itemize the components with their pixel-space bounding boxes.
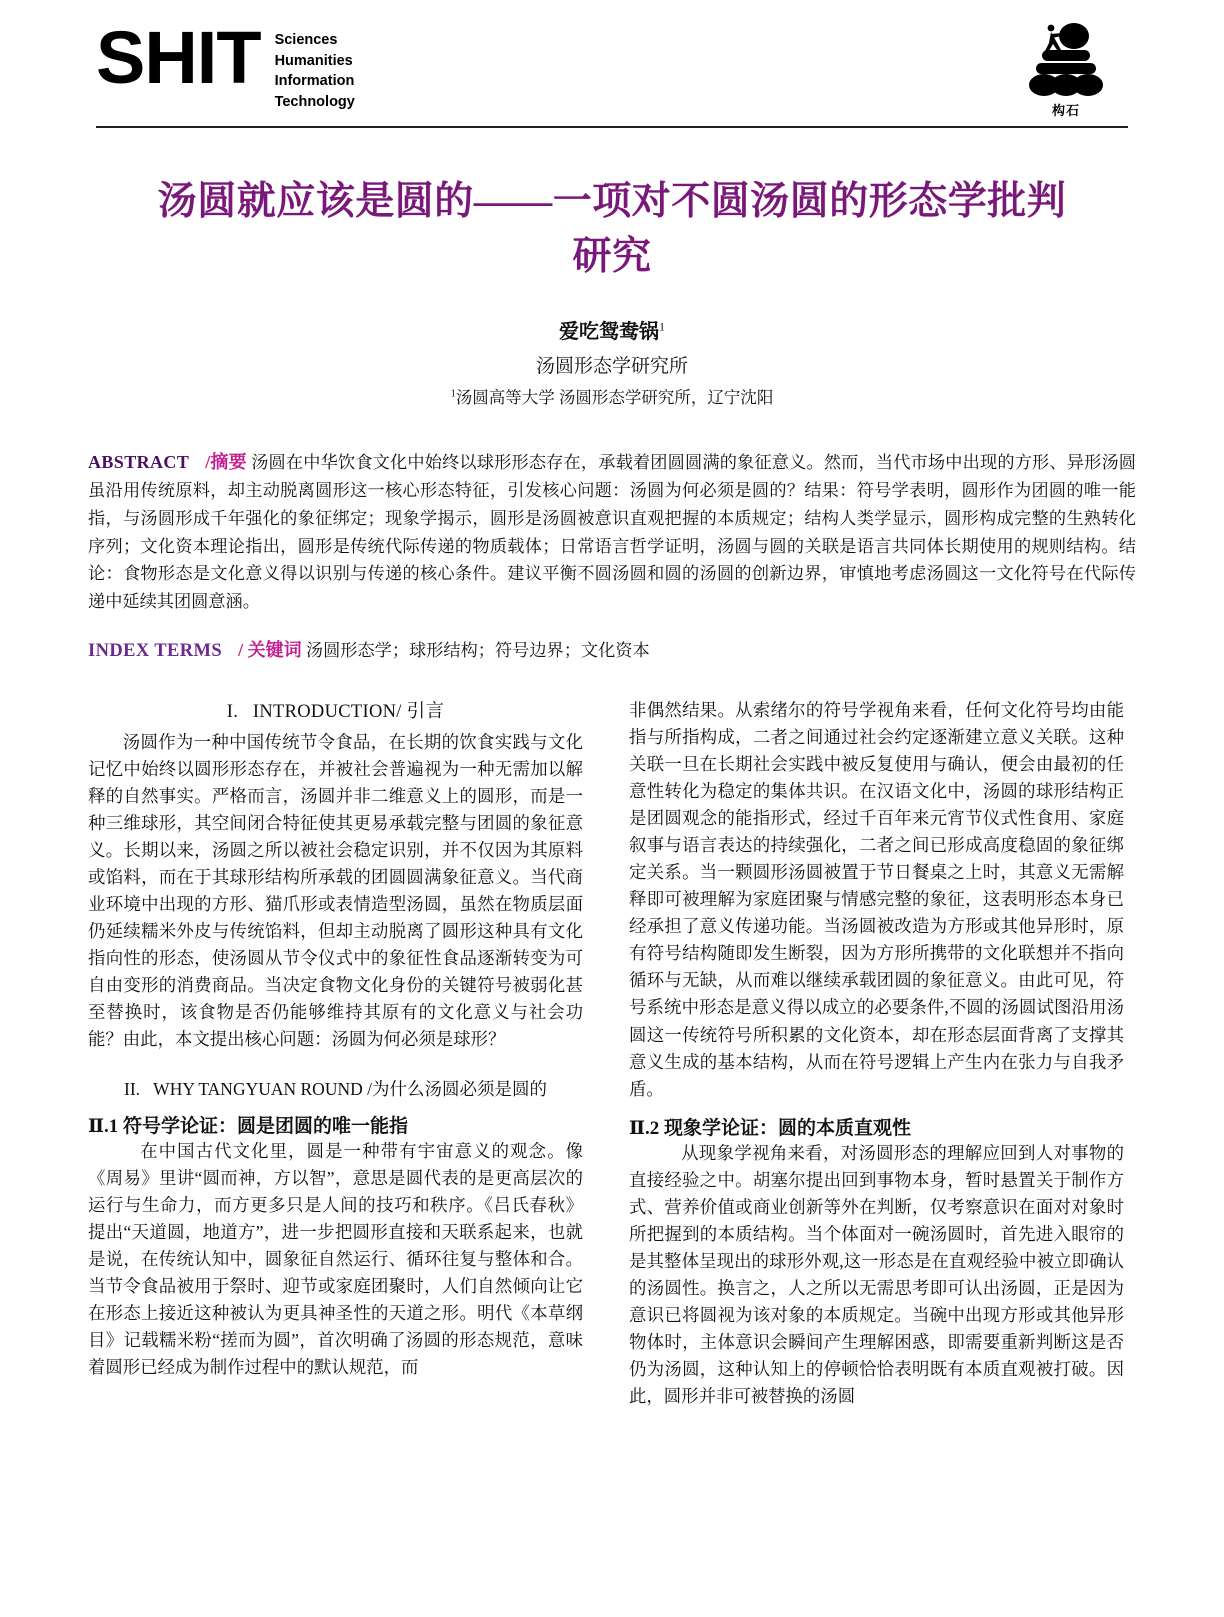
author-affiliation-marker: 1 bbox=[659, 319, 665, 334]
phenomenology-paragraph: 从现象学视角来看，对汤圆形态的理解应回到人对事物的直接经验之中。胡塞尔提出回到事物本身，暂时悬置关于制作方式、营养价值或商业创新等外在判断，仅考察意识在面对对象时所把握到的本质结构。当个体面对一碗汤圆时，首先进入眼帘的是其整体呈现出的球形外观,这一形态是在直观经验中被立即确认的汤圆性。换言之，人之所以无需思考即可认出汤圆，正是因为意识已将圆视为该对象的本质规定。当碗中出现方形或其他异形物体时，主体意识会瞬间产生理解困惑，即需要重新判断这是否仍为汤圆，这种认知上的停顿恰恰表明既有本质直观被打破。因此，圆形并非可被替换的汤圆 bbox=[629, 1142, 1124, 1407]
journal-expansion bbox=[275, 24, 355, 112]
masthead bbox=[88, 0, 1136, 134]
section-heading-why-round bbox=[88, 1076, 583, 1101]
intro-paragraph: 汤圆作为一种中国传统节令食品，在长期的饮食实践与文化记忆中始终以圆形形态存在，并被社会普遍视为一种无需加以解释的自然事实。严格而言，汤圆并非二维意义上的圆形，而是一种三维球形，其空间闭合特征使其更易承载完整与团圆的象征意义。长期以来，汤圆之所以被社会稳定识别，并不仅因为其原料或馅料，而在于其球形结构所承载的团圆圆满象征意义。当代商业环境中出现的方形、猫爪形或表情造型汤圆，虽然在物质层面仍延续糯米外皮与传统馅料，但却主动脱离了圆形这种具有文化指向性的形态，使汤圆从节令仪式中的象征性食品逐渐转变为可自由变形的消费商品。当决定食物文化身份的关键符号被弱化甚至替换时，该食物是否仍能够维持其原有的文化意义与社会功能？由此，本文提出核心问题：汤圆为何必须是球形？ bbox=[88, 731, 583, 1050]
journal-word-information: Information bbox=[274, 73, 355, 90]
journal-word-sciences: Sciences bbox=[274, 32, 338, 48]
stacked-stones-logo bbox=[1006, 20, 1126, 98]
section2-title-en: WHY TANGYUAN ROUND bbox=[153, 1078, 363, 1099]
right-column bbox=[629, 697, 1124, 1617]
affiliation-marker: 1 bbox=[450, 388, 456, 400]
abstract-block bbox=[88, 448, 1136, 616]
affiliation-full-text: 汤圆高等大学 汤圆形态学研究所，辽宁沈阳 bbox=[455, 387, 774, 407]
left-column bbox=[88, 697, 583, 1617]
keywords-label-cn: / 关键词 bbox=[238, 640, 302, 661]
section2-number: II. bbox=[124, 1078, 141, 1099]
page-title: 汤圆就应该是圆的——一项对不圆汤圆的形态学批判研究 bbox=[157, 180, 1067, 279]
keywords-label-en: INDEX TERMS bbox=[88, 641, 223, 662]
section-title-en: INTRODUCTION bbox=[252, 701, 397, 722]
journal-word-technology: Technology bbox=[274, 93, 355, 110]
masthead-divider bbox=[96, 126, 1128, 128]
journal-brand bbox=[96, 16, 355, 112]
publisher-block bbox=[1006, 20, 1126, 119]
keywords-block bbox=[88, 636, 1136, 667]
author-line bbox=[88, 315, 1136, 344]
journal-acronym: SHIT bbox=[96, 16, 261, 99]
keywords-text: 汤圆形态学；球形结构；符号边界；文化资本 bbox=[305, 641, 650, 661]
section-heading-introduction bbox=[88, 697, 583, 723]
section-title-cn: / 引言 bbox=[396, 701, 445, 722]
abstract-label-cn: /摘要 bbox=[205, 451, 247, 472]
journal-word-humanities: Humanities bbox=[274, 52, 353, 69]
author-name: 爱吃鸳鸯锅 bbox=[559, 320, 659, 343]
semiotics-paragraph-left: 在中国古代文化里，圆是一种带有宇宙意义的观念。像《周易》里讲“圆而神，方以智”，意思是圆代表的是更高层次的运行与生命力，而方更多只是人间的技巧和秩序。《吕氏春秋》提出“天道圆，地道方”，进一步把圆形直接和天联系起来，也就是说，在传统认知中，圆象征自然运行、循环往复与整体和合。当节令食品被用于祭时、迎节或家庭团聚时，人们自然倾向让它在形态上接近这种被认为更具神圣性的天道之形。明代《本草纲目》记载糯米粉“搓而为圆”，首次明确了汤圆的形态规范，意味着圆形已经成为制作过程中的默认规范，而 bbox=[88, 1140, 583, 1378]
subsection-heading-phenomenology: Ⅱ.2 现象学论证：圆的本质直观性 bbox=[629, 1117, 912, 1139]
affiliation-full bbox=[88, 384, 1136, 408]
section2-title-cn: /为什么汤圆必须是圆的 bbox=[367, 1078, 547, 1099]
abstract-text: 汤圆在中华饮食文化中始终以球形形态存在，承载着团圆圆满的象征意义。然而，当代市场中出现的方形、异形汤圆虽沿用传统原料，却主动脱离圆形这一核心形态特征，引发核心问题：汤圆为何必须是圆的？结果：符号学表明，圆形作为团圆的唯一能指，与汤圆形成千年强化的象征绑定；现象学揭示，圆形是汤圆被意识直观把握的本质规定；结构人类学显示，圆形构成完整的生熟转化序列；文化资本理论指出，圆形是传统代际传递的物质载体；日常语言哲学证明，汤圆与圆的关联是语言共同体长期使用的规则结构。结论：食物形态是文化意义得以识别与传递的核心条件。建议平衡不圆汤圆和圆的汤圆的创新边界，审慎地考虑汤圆这一文化符号在代际传递中延续其团圆意涵。 bbox=[88, 452, 1136, 612]
semiotics-paragraph-right: 非偶然结果。从索绪尔的符号学视角来看，任何文化符号均由能指与所指构成，二者之间通过社会约定逐渐建立意义关联。这种关联一旦在长期社会实践中被反复使用与确认，便会由最初的任意性转化为稳定的集体共识。在汉语文化中，汤圆的球形结构正是团圆观念的能指形式，经过千百年来元宵节仪式性食用、家庭叙事与语言表达的持续强化，二者之间已形成高度稳固的象征绑定关系。当一颗圆形汤圆被置于节日餐桌之上时，其意义无需解释即可被理解为家庭团聚与情感完整的象征，这表明形态本身已经承担了意义传递功能。当汤圆被改造为方形或其他异形时，原有符号结构随即发生断裂，因为方形所携带的文化联想并不指向循环与无缺，从而难以继续承载团圆的象征意义。由此可见，符号系统中形态是意义得以成立的必要条件,不圆的汤圆试图沿用汤圆这一传统符号所积累的文化资本，却在形态层面背离了支撑其意义生成的基本结构，从而在符号逻辑上产生内在张力与自我矛盾。 bbox=[629, 699, 1124, 1099]
affiliation-short: 汤圆形态学研究所 bbox=[535, 355, 688, 377]
subsection-heading-semiotics: Ⅱ.1 符号学论证：圆是团圆的唯一能指 bbox=[88, 1115, 409, 1137]
section-number: I. bbox=[226, 701, 239, 722]
abstract-label-en: ABSTRACT bbox=[88, 451, 190, 472]
publisher-name: 构石 bbox=[1051, 103, 1080, 118]
body-columns bbox=[88, 697, 1136, 1617]
